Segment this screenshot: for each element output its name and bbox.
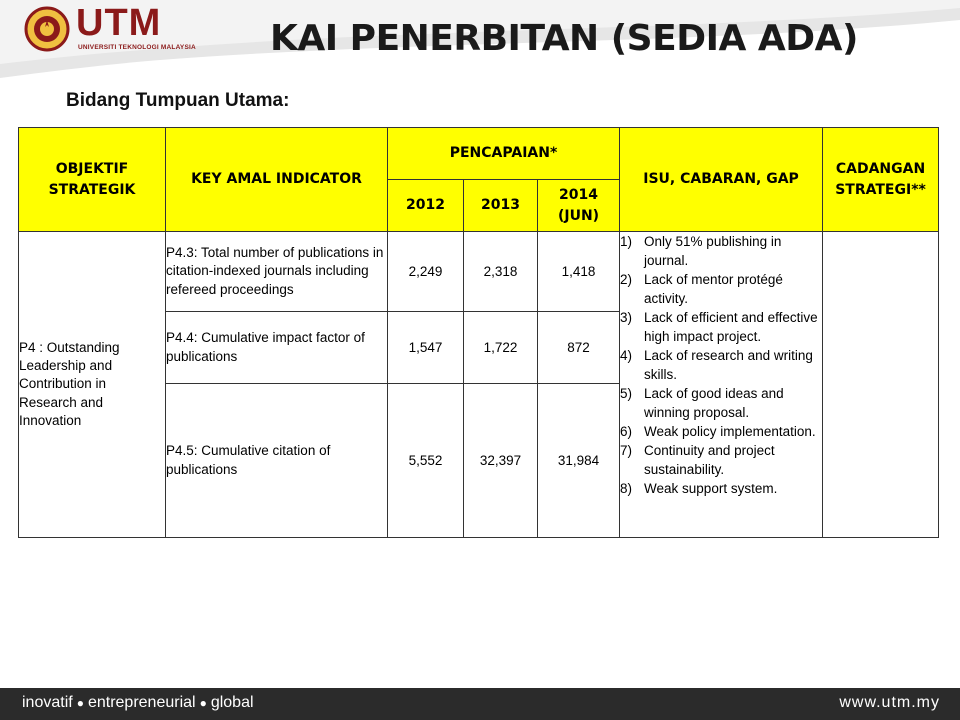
footer-tagline [22, 694, 254, 712]
tagline-entrepreneurial: entrepreneurial [87, 694, 196, 711]
utm-seal-icon [24, 6, 70, 52]
header-year-2013: 2013 [464, 180, 538, 232]
value-2013-cell: 1,722 [464, 312, 538, 384]
value-2014-cell: 872 [538, 312, 620, 384]
tagline-inovatif: inovatif [22, 694, 73, 711]
cadangan-cell [823, 232, 939, 538]
logo-subtext: UNIVERSITI TEKNOLOGI MALAYSIA [78, 44, 196, 51]
list-item: 2) Lack of mentor protégé activity. [620, 272, 783, 306]
logo-wordmark: UTM [76, 2, 162, 44]
header-year-2014: 2014 (JUN) [538, 180, 620, 232]
issues-list [620, 232, 822, 498]
list-item: 6) Weak policy implementation. [620, 424, 816, 439]
value-2013-cell: 2,318 [464, 232, 538, 312]
header-isu: ISU, CABARAN, GAP [620, 128, 823, 232]
footer-bar [0, 688, 960, 720]
table-row [19, 232, 939, 312]
header-objektif: OBJEKTIF STRATEGIK [19, 128, 166, 232]
value-2012-cell: 1,547 [388, 312, 464, 384]
list-item: 7) Continuity and project sustainability. [620, 443, 775, 477]
header-year-2012: 2012 [388, 180, 464, 232]
value-2013-cell: 32,397 [464, 384, 538, 538]
kpi-cell: P4.4: Cumulative impact factor of publications [166, 312, 388, 384]
list-item: 3) Lack of efficient and effective high impact project. [620, 310, 818, 344]
value-2012-cell: 5,552 [388, 384, 464, 538]
objective-cell: P4 : Outstanding Leadership and Contribution in Research and Innovation [19, 232, 166, 538]
list-item: 1) Only 51% publishing in journal. [620, 234, 782, 268]
utm-logo [24, 2, 196, 56]
section-subtitle: Bidang Tumpuan Utama: [66, 90, 290, 111]
header-kai: KEY AMAL INDICATOR [166, 128, 388, 232]
header-pencapaian: PENCAPAIAN* [388, 128, 620, 180]
kpi-cell: P4.5: Cumulative citation of publications [166, 384, 388, 538]
kpi-cell: P4.3: Total number of publications in citation-indexed journals including refereed proceedings [166, 232, 388, 312]
value-2014-cell: 1,418 [538, 232, 620, 312]
footer-url: www.utm.my [839, 694, 940, 711]
page-title: KAI PENERBITAN (SEDIA ADA) [270, 18, 858, 59]
header-cadangan: CADANGAN STRATEGI** [823, 128, 939, 232]
bullet-icon: ● [76, 696, 84, 710]
list-item: 5) Lack of good ideas and winning proposal. [620, 386, 784, 420]
issues-cell [620, 232, 823, 538]
bullet-icon: ● [199, 696, 207, 710]
list-item: 4) Lack of research and writing skills. [620, 348, 813, 382]
value-2012-cell: 2,249 [388, 232, 464, 312]
kpi-table [18, 127, 939, 538]
tagline-global: global [210, 694, 254, 711]
list-item: 8) Weak support system. [620, 481, 778, 496]
value-2014-cell: 31,984 [538, 384, 620, 538]
